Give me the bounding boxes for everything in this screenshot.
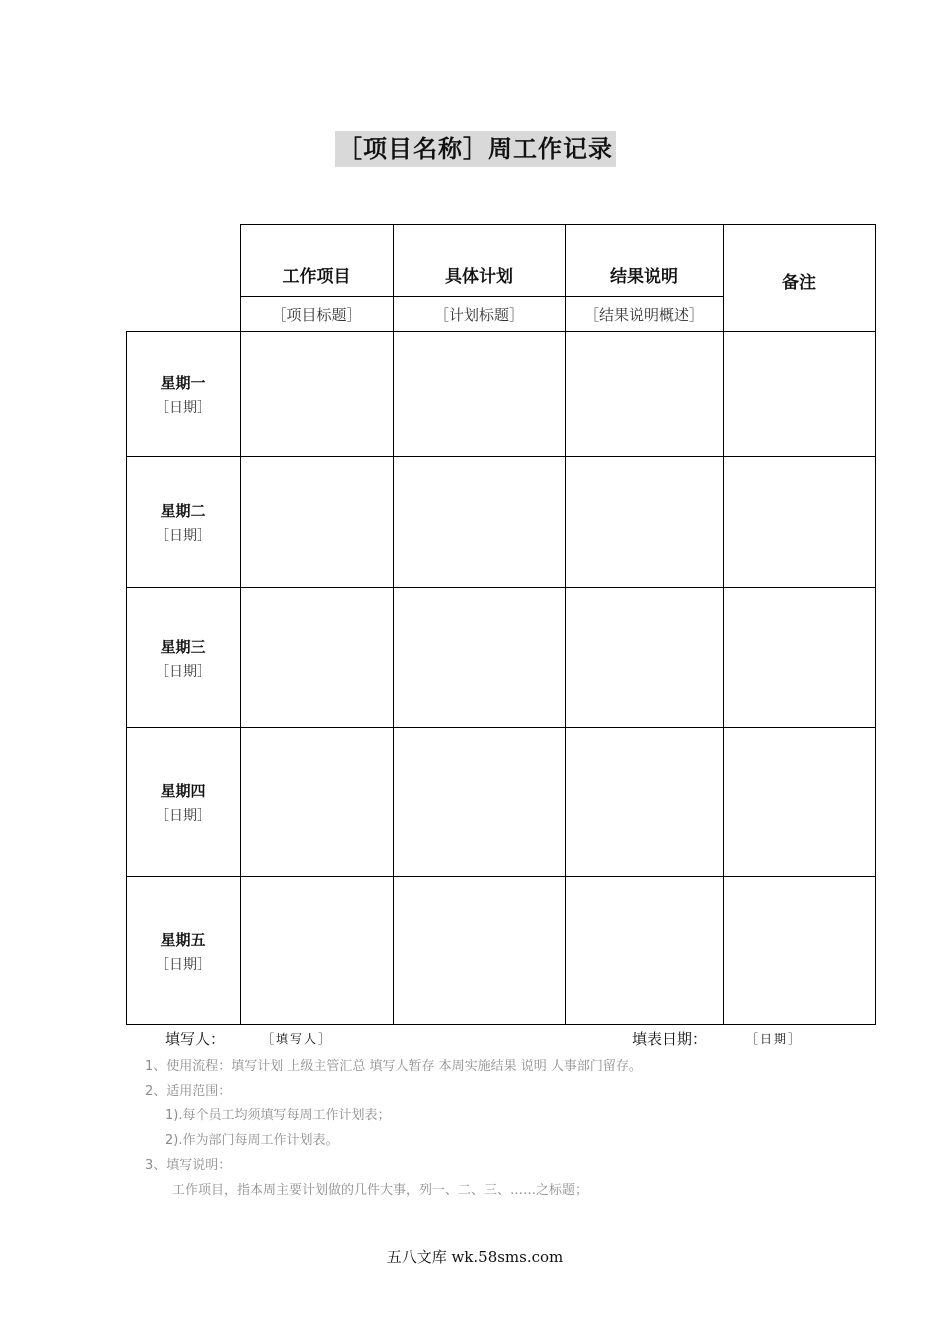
column-header-remarks: 备注 [782,273,816,293]
day-label-tuesday: 星期二 [160,502,206,520]
table-line [126,727,876,728]
page-title: ［项目名称］周工作记录 [335,131,616,167]
day-date-monday: ［日期］ [155,400,211,416]
note-instructions-heading: 3、填写说明： [145,1158,232,1173]
table-line [126,587,876,588]
table-line [126,456,876,457]
day-date-friday: ［日期］ [155,957,211,973]
table-line [240,224,241,1025]
day-date-wednesday: ［日期］ [155,664,211,680]
table-line [126,331,876,332]
day-date-thursday: ［日期］ [155,808,211,824]
day-label-monday: 星期一 [160,374,206,392]
note-usage-process: 1、使用流程：填写计划 上级主管汇总 填写人暂存 本周实施结果 说明 人事部门留存。 [145,1059,642,1074]
column-header-result: 结果说明 [610,267,678,287]
table-line [565,224,566,1025]
column-sub-work-item: ［项目标题］ [271,306,362,324]
column-header-plan: 具体计划 [445,267,513,287]
column-sub-result: ［结果说明概述］ [583,306,704,324]
site-watermark: 五八文库 wk.58sms.com [386,1248,564,1266]
day-label-friday: 星期五 [160,931,206,949]
filler-label: 填写人： [165,1030,226,1048]
note-instructions-work-item: 工作项目，指本周主要计划做的几件大事，列一、二、三、……之标题； [172,1183,589,1198]
note-scope-item-2: 2).作为部门每周工作计划表。 [165,1133,339,1148]
column-sub-plan: ［计划标题］ [433,306,524,324]
note-scope-item-1: 1).每个员工均须填写每周工作计划表； [165,1108,391,1123]
table-line [240,224,876,225]
day-date-tuesday: ［日期］ [155,528,211,544]
table-line [875,224,876,1025]
day-label-thursday: 星期四 [160,782,206,800]
fill-date-value: ［日期］ [746,1032,803,1046]
fill-date-label: 填表日期： [632,1030,708,1048]
day-label-wednesday: 星期三 [160,638,206,656]
table-line [393,224,394,1025]
table-line [126,876,876,877]
filler-value: ［填写人］ [262,1032,333,1046]
table-line [126,1024,876,1025]
note-scope-heading: 2、适用范围： [145,1084,232,1099]
table-line [723,224,724,1025]
column-header-work-item: 工作项目 [282,267,351,287]
table-line [240,296,723,297]
